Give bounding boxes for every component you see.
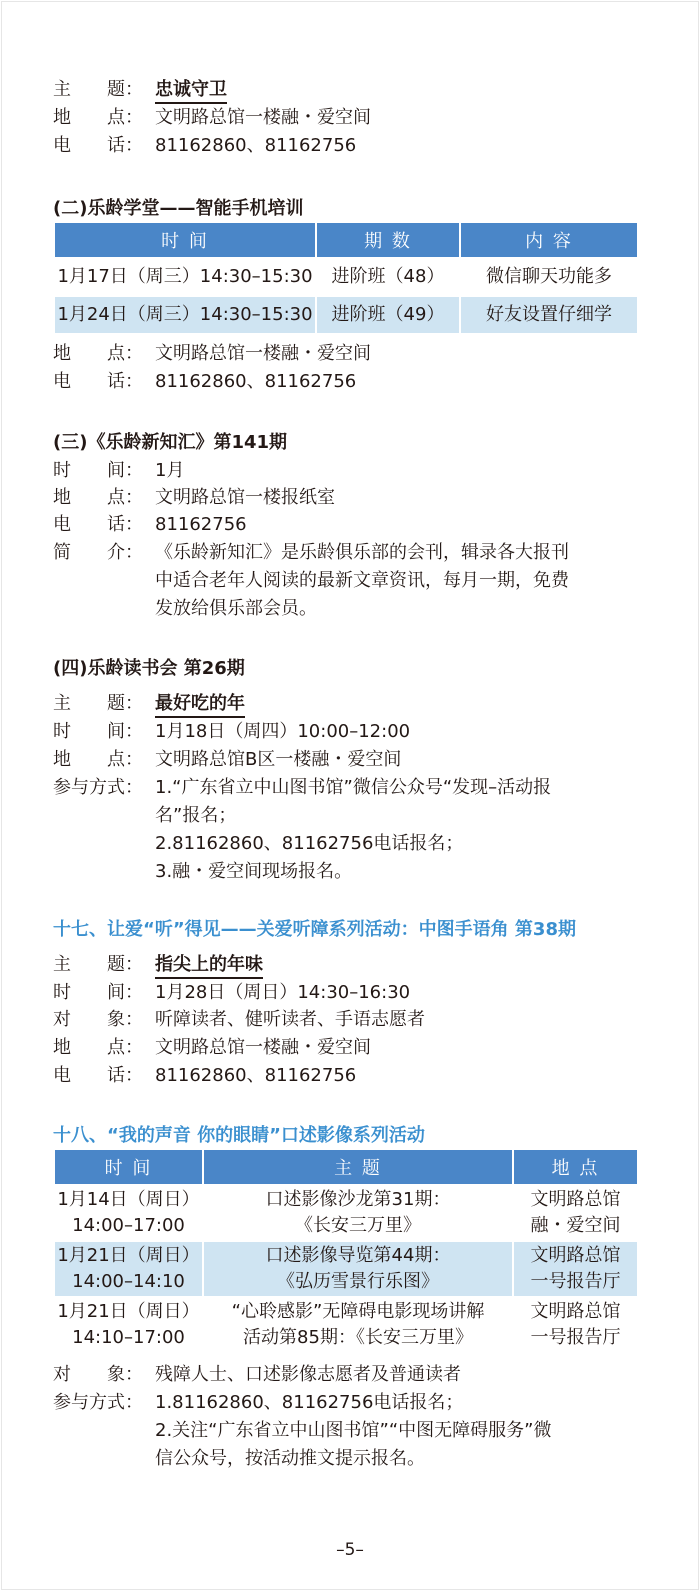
theme-value: 指尖上的年味 [155,953,263,979]
join-line: 2.关注“广东省立中山图书馆”“中图无障碍服务”微 [155,1420,552,1441]
table-row [54,1297,638,1353]
target-label: 对 象： [53,1009,143,1030]
intro-line: 《乐龄新知汇》是乐龄俱乐部的会刊，辑录各大报刊 [155,542,569,563]
cell-theme-line: 《长安三万里》 [295,1215,421,1236]
cell-theme [203,1241,513,1297]
time-value: 1月28日（周日）14:30–16:30 [155,982,411,1003]
intro-line: 发放给俱乐部会员。 [155,598,317,619]
place-label: 地 点： [53,107,143,128]
cell-place [513,1241,638,1297]
cell-time [54,1241,203,1297]
tel-label: 电 话： [53,135,143,156]
cell-date: 1月14日（周日） [57,1189,200,1210]
intro-line: 中适合老年人阅读的最新文章资讯，每月一期，免费 [155,570,569,591]
table-row [54,1185,638,1241]
cell-place-line: 文明路总馆 [530,1301,621,1322]
join-line: 1.“广东省立中山图书馆”微信公众号“发现–活动报 [155,777,552,798]
cell-theme-line: 口述影像沙龙第31期： [265,1189,451,1210]
join-line: 名”报名； [155,805,237,826]
header-time: 时 间 [54,222,316,258]
theme-value: 忠诚守卫 [155,78,227,104]
place-value: 文明路总馆一楼融・爱空间 [155,107,371,128]
place-label: 地 点： [53,487,143,508]
cell-time: 1月17日（周三）14:30–15:30 [54,258,316,296]
time-value: 1月18日（周四）10:00–12:00 [155,721,411,742]
place-label: 地 点： [53,1037,143,1058]
header-session: 期 数 [316,222,460,258]
tel-value: 81162860、81162756 [155,371,357,392]
cell-hours: 14:00–17:00 [72,1215,185,1236]
cell-content: 好友设置仔细学 [460,296,638,334]
cell-place-line: 融・爱空间 [530,1215,621,1236]
join-line: 1.81162860、81162756电话报名； [155,1392,464,1413]
intro-text [155,539,569,623]
theme-label: 主 题： [53,693,143,714]
section-2-heading: (二)乐龄学堂——智能手机培训 [53,198,304,219]
section-3-heading: (三)《乐龄新知汇》第141期 [53,432,288,453]
time-label: 时 间： [53,982,143,1003]
time-value: 1月 [155,460,185,481]
target-label: 对 象： [53,1364,143,1385]
place-value: 文明路总馆一楼报纸室 [155,487,335,508]
join-text [155,774,551,886]
section-18-heading: 十八、“我的声音 你的眼睛”口述影像系列活动 [53,1125,425,1146]
cell-time [54,1185,203,1241]
time-label: 时 间： [53,721,143,742]
intro-label: 简 介： [53,542,143,563]
tel-value: 81162756 [155,514,247,535]
cell-time: 1月24日（周三）14:30–15:30 [54,296,316,334]
cell-place [513,1185,638,1241]
cell-content: 微信聊天功能多 [460,258,638,296]
cell-theme [203,1297,513,1353]
target-value: 听障读者、健听读者、手语志愿者 [155,1009,425,1030]
header-time: 时 间 [54,1149,203,1185]
table-row [54,296,638,334]
theme-label: 主 题： [53,954,143,975]
cell-date: 1月21日（周日） [57,1301,200,1322]
target-value: 残障人士、口述影像志愿者及普通读者 [155,1364,461,1385]
place-label: 地 点： [53,749,143,770]
cell-place [513,1297,638,1353]
cell-date: 1月21日（周日） [57,1245,200,1266]
cell-theme-line: 活动第85期：《长安三万里》 [243,1327,473,1348]
header-content: 内 容 [460,222,638,258]
header-place: 地 点 [513,1149,638,1185]
join-line: 2.81162860、81162756电话报名； [155,833,464,854]
cell-hours: 14:10–17:00 [72,1327,185,1348]
join-label: 参与方式： [53,1392,143,1413]
join-line: 3.融・爱空间现场报名。 [155,861,353,882]
cell-theme [203,1185,513,1241]
place-label: 地 点： [53,343,143,364]
cell-hours: 14:00–14:10 [72,1271,185,1292]
time-label: 时 间： [53,460,143,481]
header-theme: 主 题 [203,1149,513,1185]
cell-session: 进阶班（49） [316,296,460,334]
cell-time [54,1297,203,1353]
tel-value: 81162860、81162756 [155,135,357,156]
place-value: 文明路总馆一楼融・爱空间 [155,343,371,364]
cell-theme-line: “心聆感影”无障碍电影现场讲解 [231,1301,485,1322]
audio-description-table [53,1148,639,1354]
section-4-heading: (四)乐龄读书会 第26期 [53,658,245,679]
cell-theme-line: 《弘历雪景行乐图》 [277,1271,439,1292]
table-row [54,1241,638,1297]
theme-value: 最好吃的年 [155,692,245,718]
cell-place-line: 一号报告厅 [530,1271,621,1292]
place-value: 文明路总馆B区一楼融・爱空间 [155,749,402,770]
section-17-heading: 十七、让爱“听”得见——关爱听障系列活动：中图手语角 第38期 [53,919,576,940]
tel-value: 81162860、81162756 [155,1065,357,1086]
table-row [54,258,638,296]
theme-label: 主 题： [53,79,143,100]
tel-label: 电 话： [53,1065,143,1086]
join-line: 信公众号，按活动推文提示报名。 [155,1448,425,1469]
tel-label: 电 话： [53,371,143,392]
cell-theme-line: 口述影像导览第44期： [265,1245,451,1266]
join-text [155,1389,551,1473]
cell-place-line: 一号报告厅 [530,1327,621,1348]
page-number: –5– [336,1540,364,1560]
cell-place-line: 文明路总馆 [530,1245,621,1266]
place-value: 文明路总馆一楼融・爱空间 [155,1037,371,1058]
cell-place-line: 文明路总馆 [530,1189,621,1210]
join-label: 参与方式： [53,777,143,798]
training-table [53,221,639,335]
cell-session: 进阶班（48） [316,258,460,296]
tel-label: 电 话： [53,514,143,535]
